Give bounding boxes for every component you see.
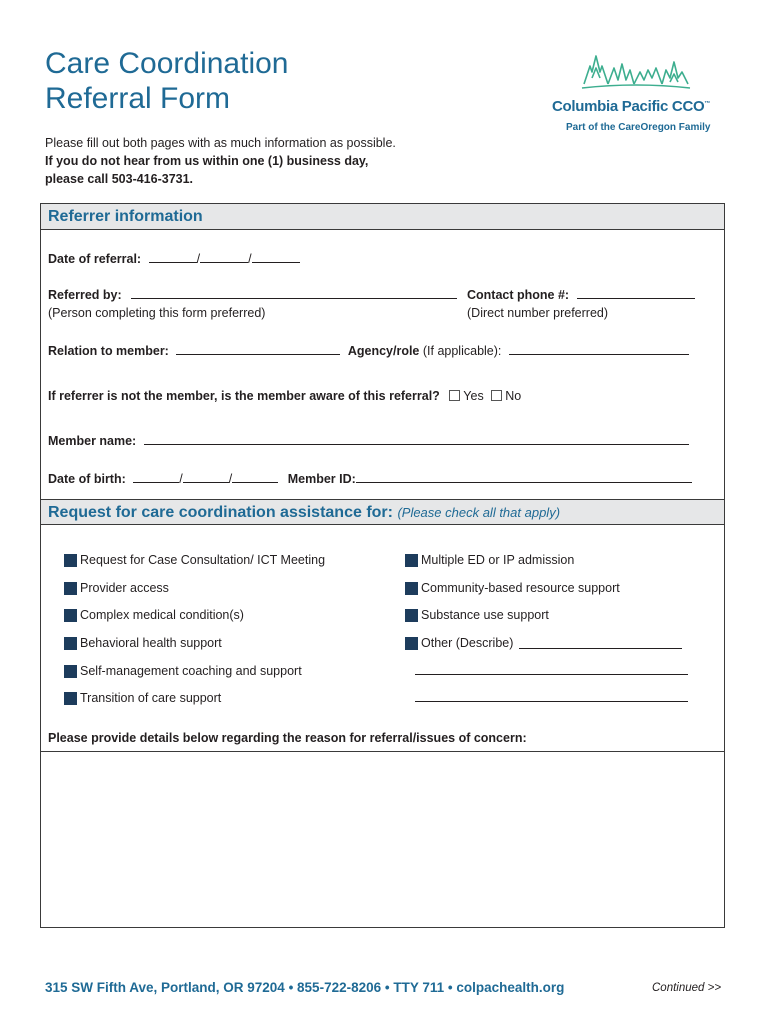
other-describe-field-2[interactable] [415,664,688,675]
agency-note: (If applicable): [422,344,502,358]
aware-yes-label: Yes [463,389,484,403]
title-line-1: Care Coordination [45,47,289,80]
option-multiple-ed[interactable] [405,553,574,567]
request-heading-text: Request for care coordination assistance for: [48,504,393,521]
option-label: Provider access [80,581,169,595]
contact-phone-row [467,288,695,302]
dob-member-id-row: Date of birth: / / Member ID: [48,472,692,486]
referral-month-field[interactable] [149,252,197,263]
option-provider-access[interactable] [64,581,169,595]
checkbox-filled[interactable] [64,582,77,595]
logo-name [552,98,710,115]
dob-year-field[interactable] [232,472,278,483]
option-self-management[interactable] [64,664,302,678]
dob-month-field[interactable] [133,472,179,483]
referral-day-field[interactable] [200,252,248,263]
columbia-pacific-logo [552,48,732,138]
notice-line-1: If you do not hear from us within one (1) business day, [45,154,369,168]
referred-by-row [48,288,457,302]
member-aware-row [48,389,521,403]
logo-name-text: Columbia Pacific CCO [552,98,705,115]
checkbox-filled[interactable] [405,554,418,567]
details-textarea[interactable] [41,752,724,927]
referred-by-note: (Person completing this form preferred) [48,306,266,320]
option-label: Transition of care support [80,691,222,705]
referred-by-label: Referred by: [48,288,122,302]
logo-trademark: ™ [704,101,711,107]
referral-year-field[interactable] [252,252,300,263]
relation-row [48,344,689,358]
member-name-label: Member name: [48,434,137,448]
option-label: Substance use support [421,608,549,622]
request-section-heading [41,499,724,525]
referrer-section-heading [41,204,724,230]
option-label: Complex medical condition(s) [80,608,244,622]
aware-yes-checkbox[interactable] [449,390,460,401]
option-label: Community-based resource support [421,581,620,595]
referrer-heading-text: Referrer information [48,208,203,225]
referred-by-field[interactable] [131,288,457,299]
intro-text [45,134,396,188]
agency-label: Agency/role [347,344,420,358]
title-line-2: Referral Form [45,82,231,115]
checkbox-filled[interactable] [405,582,418,595]
member-id-label: Member ID: [287,472,356,486]
option-label: Behavioral health support [80,636,222,650]
relation-label: Relation to member: [48,344,169,358]
option-label: Multiple ED or IP admission [421,553,575,567]
other-describe-field[interactable] [519,638,682,649]
logo-tagline: Part of the CareOregon Family [566,122,711,133]
checkbox-filled[interactable] [405,609,418,622]
option-complex-medical[interactable] [64,608,244,622]
form-title [45,46,288,116]
aware-no-checkbox[interactable] [491,390,502,401]
checkbox-filled[interactable] [64,637,77,650]
option-label: Request for Case Consultation/ ICT Meeting [80,553,326,567]
notice-line-2: please call 503-416-3731. [45,172,194,186]
relation-field[interactable] [176,344,340,355]
footer-contact: 315 SW Fifth Ave, Portland, OR 97204 • 855-722-8206 • TTY 711 • colpachealth.org [45,980,565,995]
option-label: Other (Describe) [421,636,514,650]
date-of-birth-label: Date of birth: [48,472,126,486]
option-other[interactable] [405,636,682,650]
other-describe-line-2[interactable] [415,664,688,678]
tree-skyline-icon [552,48,732,92]
member-name-field[interactable] [144,434,689,445]
option-case-consultation[interactable] [64,553,325,567]
member-aware-question: If referrer is not the member, is the member aware of this referral? [48,389,440,403]
continued-label: Continued >> [652,982,722,994]
dob-day-field[interactable] [183,472,229,483]
option-community-resource[interactable] [405,581,620,595]
option-behavioral-health[interactable] [64,636,222,650]
aware-no-label: No [505,389,522,403]
option-transition-of-care[interactable] [64,691,221,705]
date-of-referral-label: Date of referral: [48,252,142,266]
checkbox-filled[interactable] [64,692,77,705]
contact-phone-field[interactable] [577,288,695,299]
details-prompt: Please provide details below regarding the reason for referral/issues of concern: [48,731,527,745]
other-describe-line-3[interactable] [415,691,688,705]
other-describe-field-3[interactable] [415,691,688,702]
checkbox-filled[interactable] [64,665,77,678]
option-label: Self-management coaching and support [80,664,302,678]
contact-phone-note: (Direct number preferred) [467,306,609,320]
intro-instructions: Please fill out both pages with as much information as possible. [45,136,396,150]
checkbox-filled[interactable] [64,609,77,622]
contact-phone-label: Contact phone #: [467,288,570,302]
request-heading-note: (Please check all that apply) [397,505,561,520]
checkbox-filled[interactable] [64,554,77,567]
agency-field[interactable] [509,344,689,355]
date-of-referral-row: Date of referral: / / [48,252,300,266]
member-id-field[interactable] [356,472,692,483]
option-substance-use[interactable] [405,608,549,622]
checkbox-filled[interactable] [405,637,418,650]
member-name-row [48,434,689,448]
